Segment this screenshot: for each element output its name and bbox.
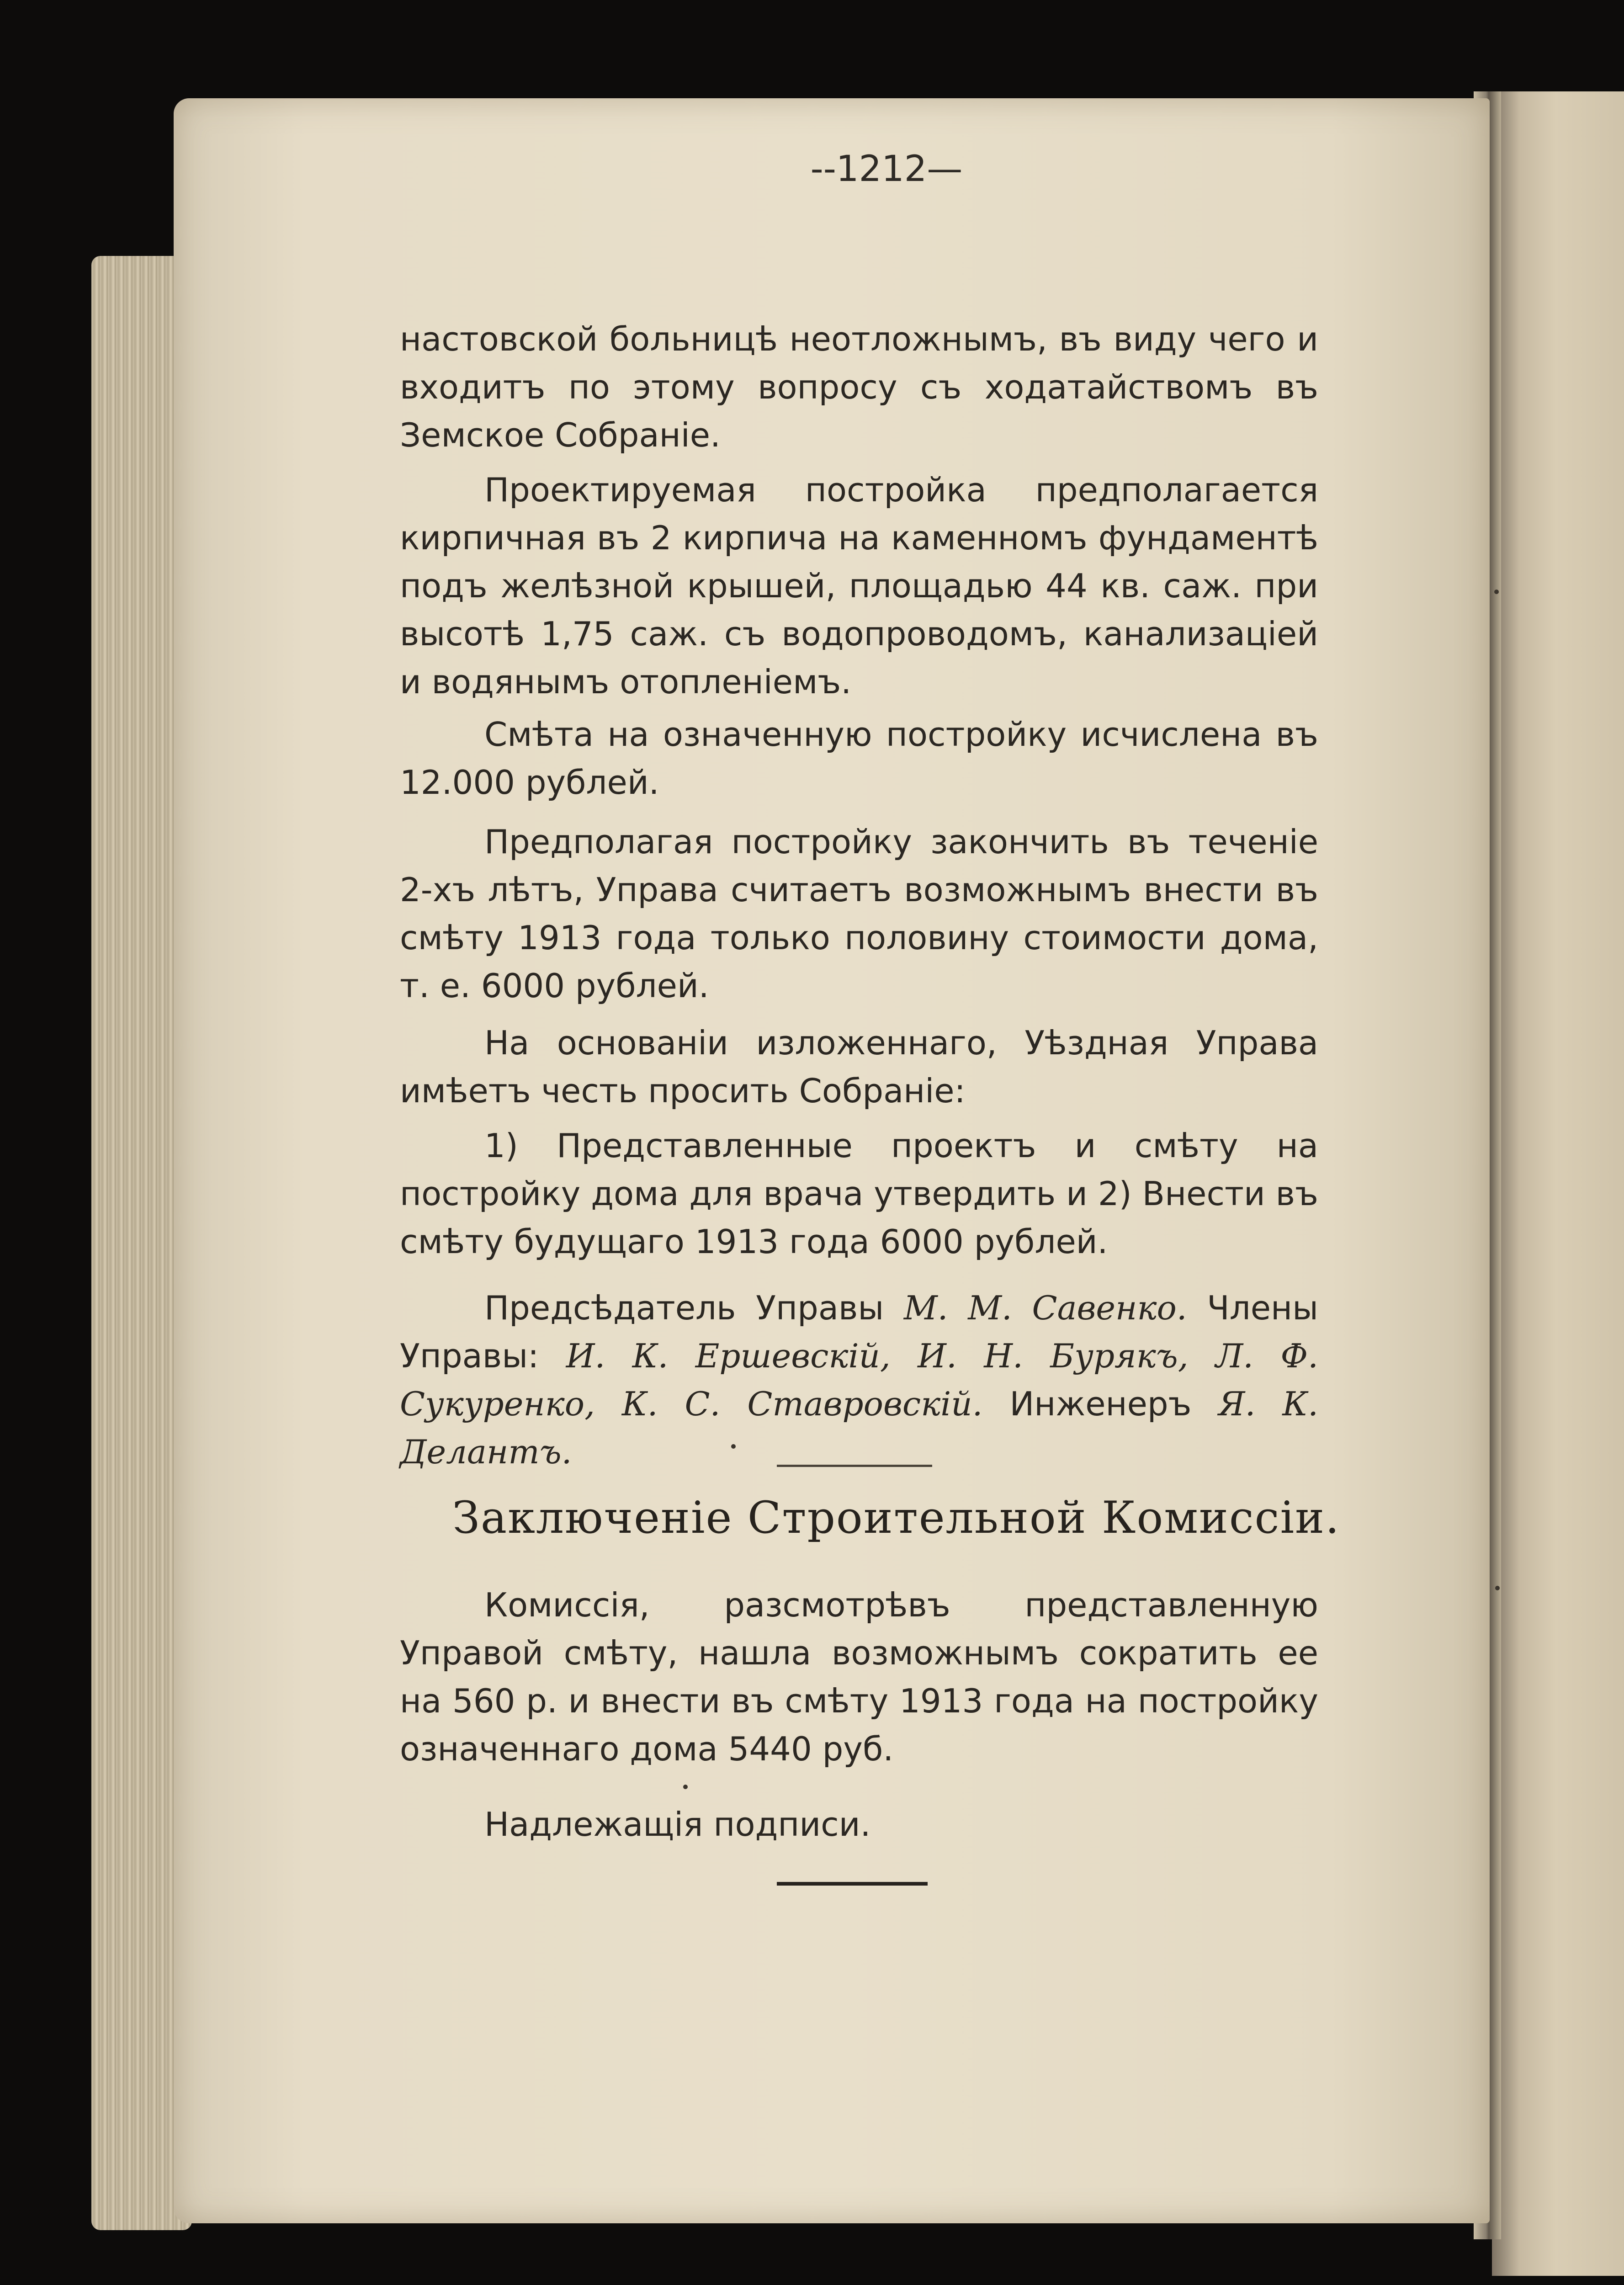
engineer-prefix: Инженеръ — [1009, 1385, 1192, 1423]
page-number: --1212— — [810, 149, 963, 190]
engineer-name: Я. К. Делантъ. — [400, 1385, 1318, 1471]
ink-speck — [683, 1785, 688, 1789]
closing-line: Надлежащія подписи. — [484, 1805, 871, 1844]
commission-paragraph: Комиссія, разсмотрѣвъ представленную Управой смѣту, нашла возможнымъ сократить ее на 560 р. и внести въ смѣту 1913 года на постройку означеннаго дома 5440 руб. — [400, 1586, 1318, 1768]
paragraph-5: На основаніи изложеннаго, Уѣздная Управа имѣетъ честь просить Собраніе: — [400, 1024, 1318, 1110]
chairman-name: М. М. Савенко. — [903, 1289, 1187, 1327]
section-divider — [777, 1465, 932, 1467]
end-rule — [777, 1882, 928, 1886]
facing-page — [1492, 91, 1624, 2276]
paragraph-1: настовской больницѣ неотложнымъ, въ виду чего и входитъ по этому вопросу съ ходатайствомъ въ Земское Собраніе. — [400, 320, 1318, 454]
paragraph-2: Проектируемая постройка предполагается кирпичная въ 2 кирпича на каменномъ фундаментѣ подъ желѣзной крышей, площадью 44 кв. саж. при высотѣ 1,75 саж. съ водопроводомъ, канализаціей и водянымъ отопленіемъ. — [400, 471, 1318, 701]
paragraph-3: Смѣта на означенную постройку исчислена въ 12.000 рублей. — [400, 715, 1318, 802]
paragraph-4: Предполагая постройку закончить въ теченіе 2-хъ лѣтъ, Управа считаетъ возможнымъ внести въ смѣту 1913 года только половину стоимости дома, т. е. 6000 рублей. — [400, 823, 1318, 1005]
binding-tack — [1494, 590, 1499, 594]
binding-tack — [1495, 1586, 1500, 1590]
chairman-prefix: Предсѣдатель Управы — [484, 1289, 884, 1327]
members-prefix: Члены Управы: — [400, 1289, 1318, 1375]
section-heading: Заключеніе Строительной Комиссіи. — [452, 1492, 1340, 1543]
ink-speck — [731, 1444, 736, 1449]
signatures-block — [400, 1284, 1318, 1476]
paragraph-6: 1) Представленные проектъ и смѣту на постройку дома для врача утвердить и 2) Внести въ смѣту будущаго 1913 года 6000 рублей. — [400, 1127, 1318, 1261]
members-names: И. К. Ершевскій, И. Н. Бурякъ, Л. Ф. Сукуренко, К. С. Ставровскій. — [400, 1337, 1319, 1423]
